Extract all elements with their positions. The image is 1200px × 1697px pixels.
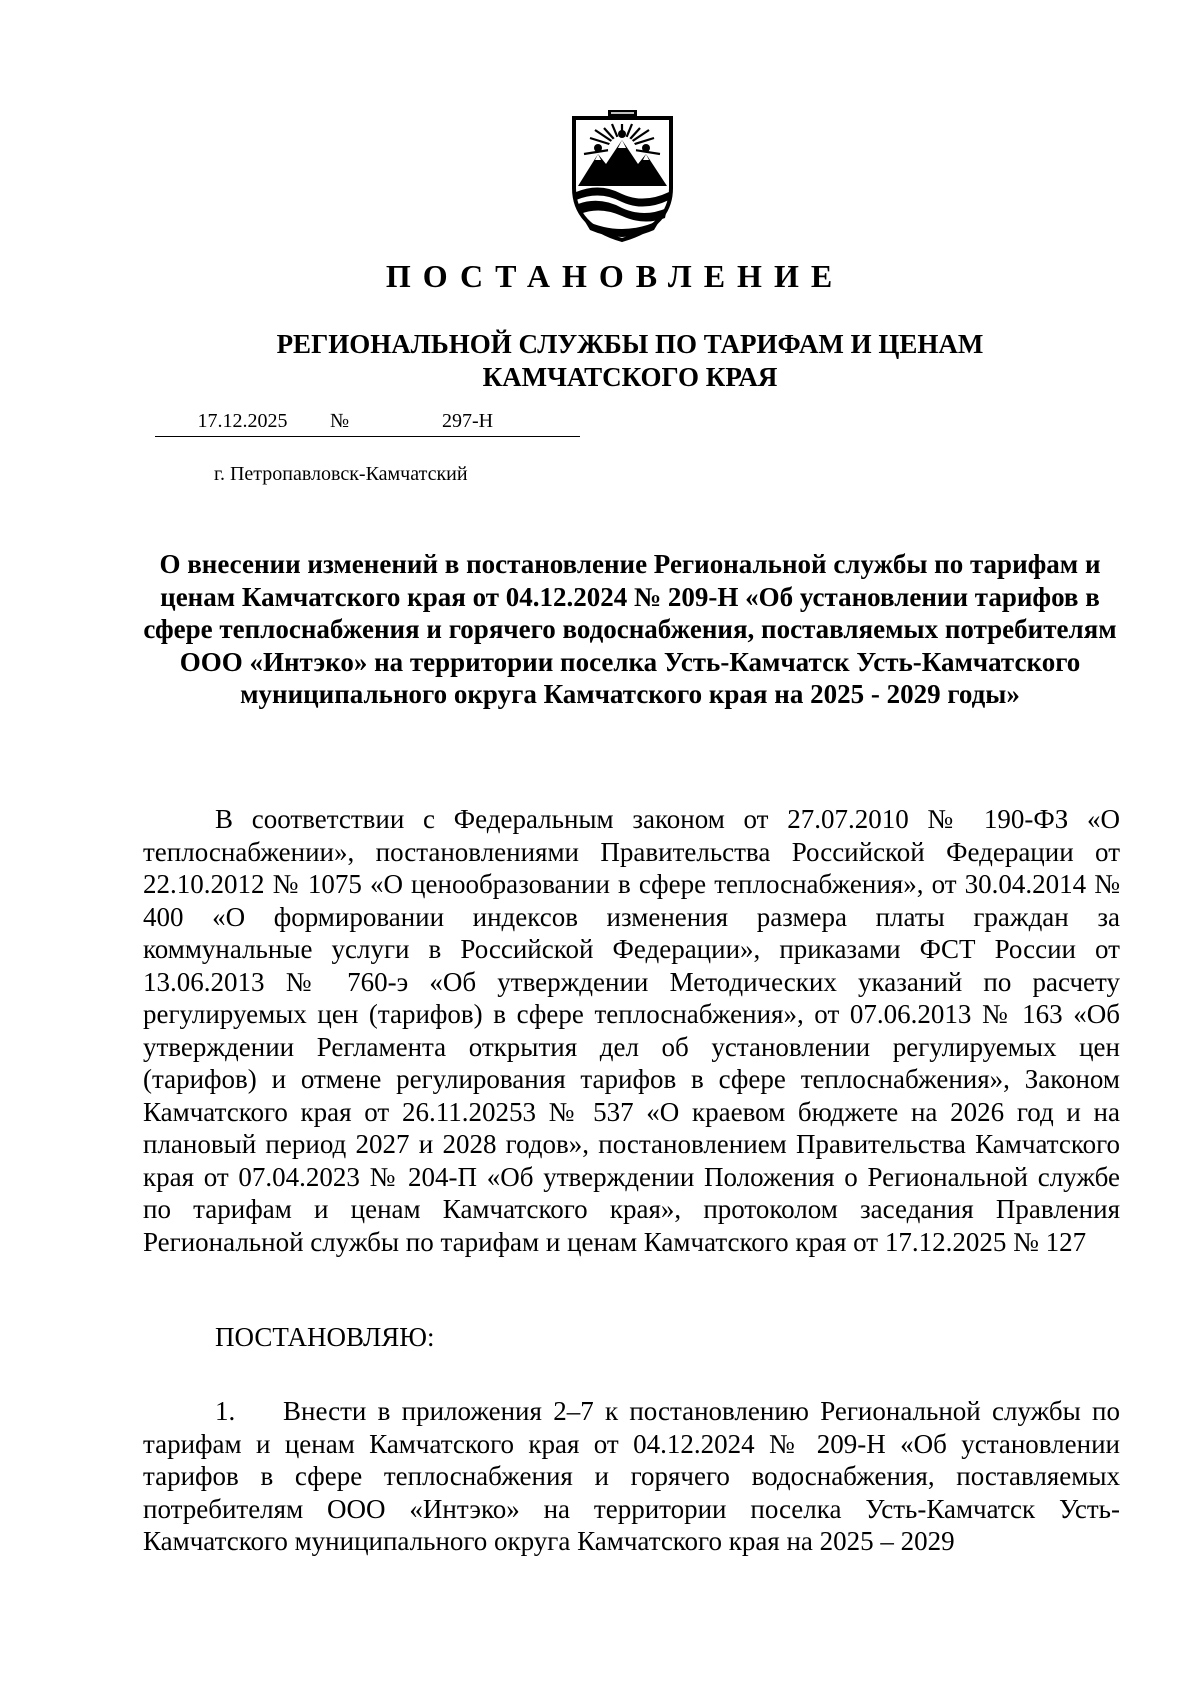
authority-line-1: РЕГИОНАЛЬНОЙ СЛУЖБЫ ПО ТАРИФАМ И ЦЕНАМ [276, 329, 984, 359]
document-type-heading: ПОСТАНОВЛЕНИЕ [385, 258, 845, 294]
document-title: О внесении изменений в постановление Региональной службы по тарифам и ценам Камчатского края от 04.12.2024 № 209-Н «Об установлении тарифов в сфере теплоснабжения и горячего водоснабжения, поставляемых потребителям ООО «Интэко» на территории поселка Усть-Камчатск Усть-Камчатского муниципального округа Камчатского края на 2025 - 2029 годы» [143, 549, 1117, 709]
issuing-authority [0, 328, 1200, 394]
decree-word: ПОСТАНОВЛЯЮ: [215, 1322, 435, 1352]
preamble-paragraph: В соответствии с Федеральным законом от 27.07.2010 № 190-ФЗ «О теплоснабжении», постановлениями Правительства Российской Федерации от 22.10.2012 № 1075 «О ценообразовании в сфере теплоснабжения», от 30.04.2014 № 400 «О формировании индексов изменения размера платы граждан за коммунальные услуги в Российской Федерации», приказами ФСТ России от 13.06.2013 № 760-э «Об утверждении Методических указаний по расчету регулируемых цен (тарифов) в сфере теплоснабжения», от 07.06.2013 № 163 «Об утверждении Регламента открытия дел об установлении регулируемых цен (тарифов) и отмене регулирования тарифов в сфере теплоснабжения», Законом Камчатского края от 26.11.20253 № 537 «О краевом бюджете на 2026 год и на плановый период 2027 и 2028 годов», постановлением Правительства Камчатского края от 07.04.2023 № 204-П «Об утверждении Положения о Региональной службе по тарифам и ценам Камчатского края», протоколом заседания Правления Региональной службы по тарифам и ценам Камчатского края от 17.12.2025 № 127 [143, 804, 1120, 1257]
clause-1-text: Внести в приложения 2–7 к постановлению Региональной службы по тарифам и ценам Камчатского края от 04.12.2024 № 209-Н «Об установлении тарифов в сфере теплоснабжения и горячего водоснабжения, поставляемых потребителям ООО «Интэко» на территории поселка Усть-Камчатск Усть-Камчатского муниципального округа Камчатского края на 2025 – 2029 [143, 1396, 1120, 1556]
number-sign: № [330, 410, 355, 437]
document-date: 17.12.2025 [155, 410, 330, 437]
authority-line-2: КАМЧАТСКОГО КРАЯ [482, 362, 778, 392]
clause-1-paragraph [143, 1395, 1120, 1558]
coat-of-arms-icon [570, 108, 675, 243]
document-number: 297-Н [355, 410, 580, 437]
issue-city: г. Петропавловск-Камчатский [214, 463, 468, 485]
clause-1-number: 1. [215, 1396, 236, 1426]
